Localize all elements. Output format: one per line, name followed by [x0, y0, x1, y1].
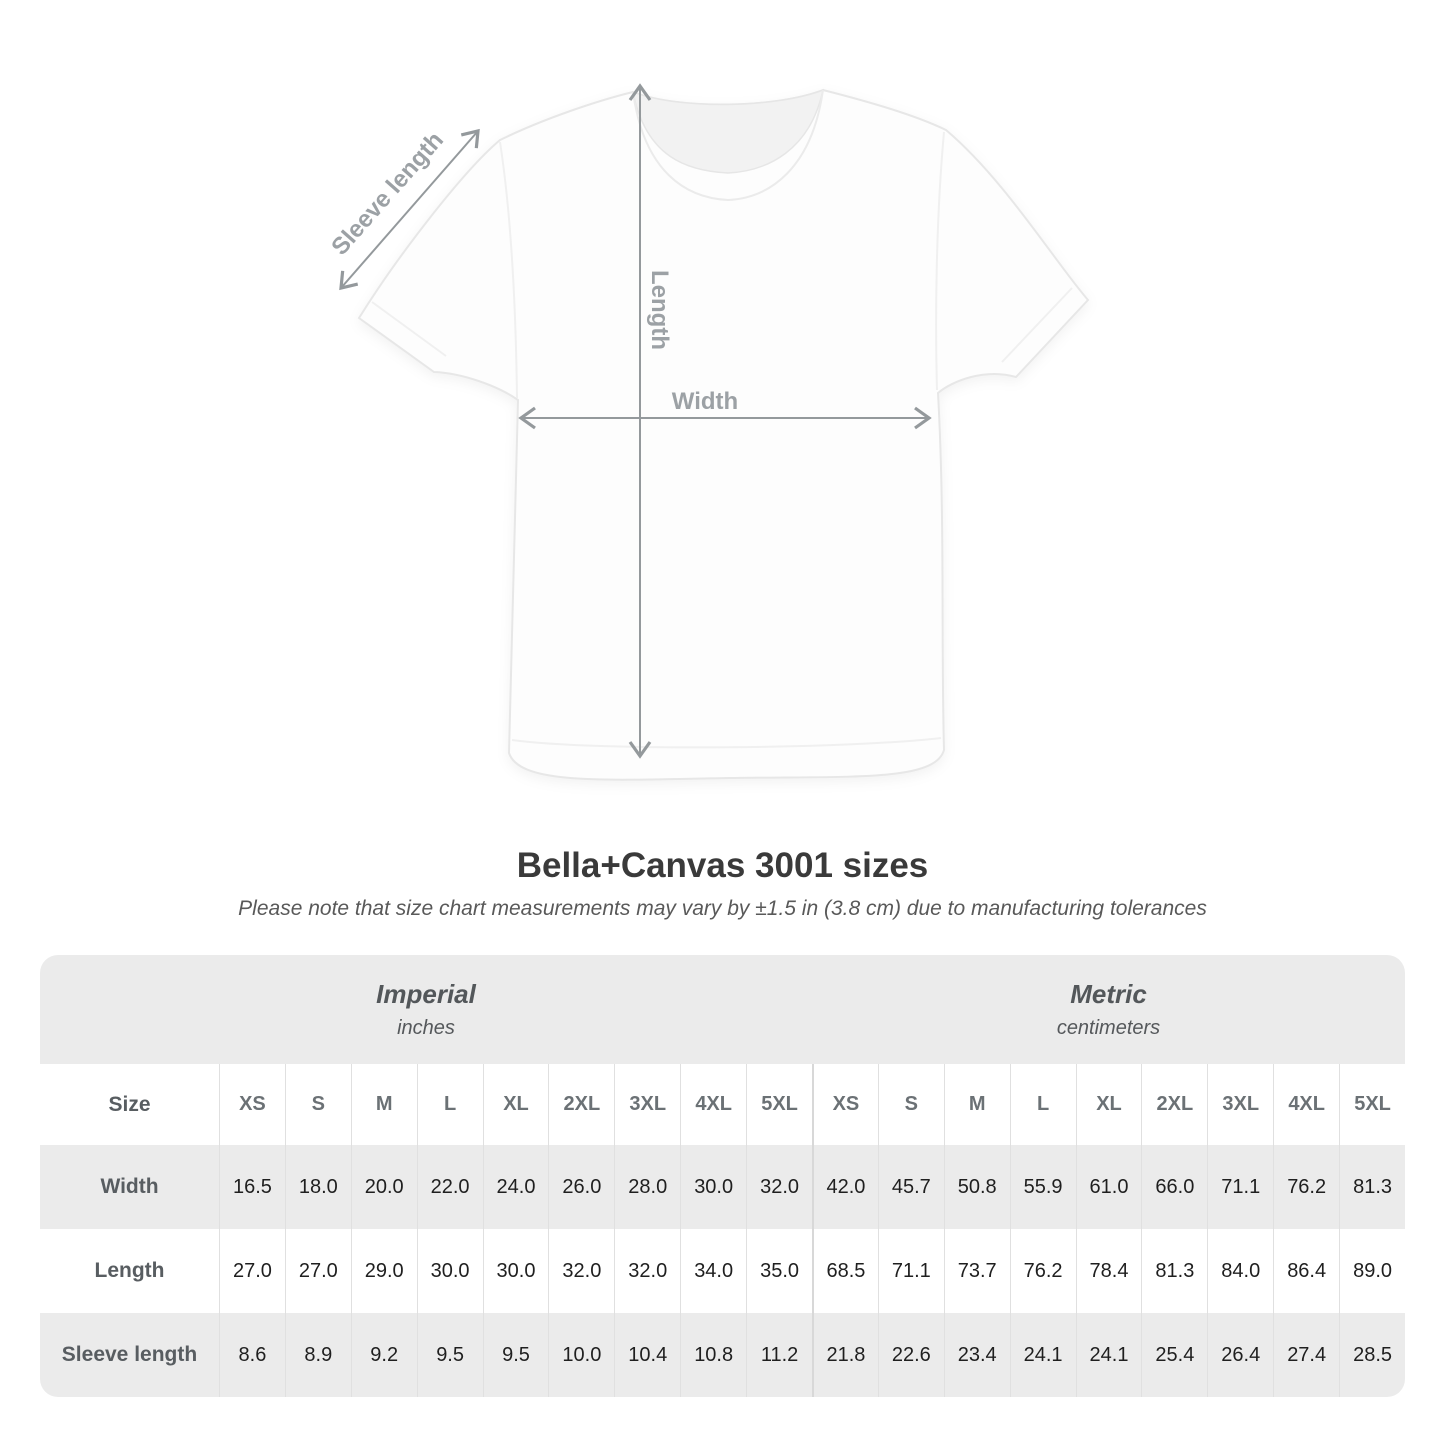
- table-cell: 84.0: [1207, 1229, 1273, 1313]
- size-column-header: XS: [219, 1064, 285, 1145]
- table-cell: 76.2: [1273, 1145, 1339, 1229]
- table-cell: 22.0: [417, 1145, 483, 1229]
- metric-title: Metric: [1070, 979, 1147, 1009]
- table-row: [40, 1229, 1405, 1313]
- imperial-title: Imperial: [376, 979, 476, 1009]
- row-label: Width: [100, 1175, 159, 1198]
- size-header-cell: Size: [108, 1092, 151, 1116]
- table-cell: 11.2: [746, 1313, 812, 1397]
- table-cell: 20.0: [351, 1145, 417, 1229]
- table-cell: 45.7: [878, 1145, 944, 1229]
- unit-group-band: [40, 955, 1405, 1064]
- table-cell: 8.6: [219, 1313, 285, 1397]
- table-cell: 42.0: [812, 1145, 878, 1229]
- table-cell: 61.0: [1076, 1145, 1142, 1229]
- tshirt-shape: [359, 90, 1088, 780]
- size-column-header: 3XL: [1207, 1064, 1273, 1145]
- tolerance-note: Please note that size chart measurements may vary by ±1.5 in (3.8 cm) due to manufacturing tolerances: [238, 897, 1207, 920]
- size-column-header: M: [351, 1064, 417, 1145]
- size-column-header: XL: [1076, 1064, 1142, 1145]
- table-cell: 24.1: [1010, 1313, 1076, 1397]
- row-label: Length: [94, 1259, 165, 1282]
- row-label: Sleeve length: [61, 1343, 198, 1366]
- size-column-header: 2XL: [1141, 1064, 1207, 1145]
- table-cell: 9.5: [483, 1313, 549, 1397]
- table-cell: 73.7: [944, 1229, 1010, 1313]
- table-row: [40, 1145, 1405, 1229]
- table-cell: 24.0: [483, 1145, 549, 1229]
- table-cell: 28.0: [614, 1145, 680, 1229]
- table-cell: 27.4: [1273, 1313, 1339, 1397]
- table-cell: 34.0: [680, 1229, 746, 1313]
- table-cell: 25.4: [1141, 1313, 1207, 1397]
- table-cell: 28.5: [1339, 1313, 1405, 1397]
- unit-group-imperial: [40, 955, 812, 1064]
- table-cell: 50.8: [944, 1145, 1010, 1229]
- table-cell: 32.0: [548, 1229, 614, 1313]
- table-cell: 71.1: [878, 1229, 944, 1313]
- table-cell: 32.0: [614, 1229, 680, 1313]
- table-cell: 27.0: [219, 1229, 285, 1313]
- size-column-header: L: [417, 1064, 483, 1145]
- size-column-header: 2XL: [548, 1064, 614, 1145]
- table-cell: 30.0: [680, 1145, 746, 1229]
- table-cell: 26.0: [548, 1145, 614, 1229]
- table-cell: 23.4: [944, 1313, 1010, 1397]
- table-cell: 10.8: [680, 1313, 746, 1397]
- size-column-header: 4XL: [1273, 1064, 1339, 1145]
- table-cell: 16.5: [219, 1145, 285, 1229]
- table-cell: 68.5: [812, 1229, 878, 1313]
- table-cell: 9.2: [351, 1313, 417, 1397]
- table-cell: 21.8: [812, 1313, 878, 1397]
- table-cell: 89.0: [1339, 1229, 1405, 1313]
- size-column-header: M: [944, 1064, 1010, 1145]
- table-cell: 32.0: [746, 1145, 812, 1229]
- table-row: [40, 1313, 1405, 1397]
- unit-group-metric: [812, 955, 1405, 1064]
- table-cell: 30.0: [483, 1229, 549, 1313]
- table-cell: 18.0: [285, 1145, 351, 1229]
- table-cell: 66.0: [1141, 1145, 1207, 1229]
- size-table: [40, 955, 1405, 1397]
- length-label: Length: [646, 270, 673, 350]
- size-column-header: L: [1010, 1064, 1076, 1145]
- size-column-header: 3XL: [614, 1064, 680, 1145]
- imperial-unit: inches: [397, 1017, 455, 1039]
- width-label: Width: [671, 388, 739, 415]
- page-title: Bella+Canvas 3001 sizes: [516, 846, 929, 885]
- size-header-row: [40, 1064, 1405, 1145]
- table-cell: 55.9: [1010, 1145, 1076, 1229]
- table-cell: 10.0: [548, 1313, 614, 1397]
- size-column-header: S: [878, 1064, 944, 1145]
- table-cell: 78.4: [1076, 1229, 1142, 1313]
- table-cell: 86.4: [1273, 1229, 1339, 1313]
- table-cell: 24.1: [1076, 1313, 1142, 1397]
- table-cell: 30.0: [417, 1229, 483, 1313]
- table-cell: 22.6: [878, 1313, 944, 1397]
- size-table-rows: [40, 1064, 1405, 1397]
- table-cell: 10.4: [614, 1313, 680, 1397]
- table-cell: 35.0: [746, 1229, 812, 1313]
- table-cell: 76.2: [1010, 1229, 1076, 1313]
- size-column-header: XS: [812, 1064, 878, 1145]
- table-cell: 81.3: [1339, 1145, 1405, 1229]
- size-column-header: S: [285, 1064, 351, 1145]
- size-column-header: 4XL: [680, 1064, 746, 1145]
- metric-unit: centimeters: [1056, 1017, 1161, 1039]
- size-column-header: 5XL: [1339, 1064, 1405, 1145]
- table-cell: 9.5: [417, 1313, 483, 1397]
- size-column-header: XL: [483, 1064, 549, 1145]
- table-cell: 29.0: [351, 1229, 417, 1313]
- table-cell: 71.1: [1207, 1145, 1273, 1229]
- table-cell: 26.4: [1207, 1313, 1273, 1397]
- table-cell: 27.0: [285, 1229, 351, 1313]
- table-cell: 8.9: [285, 1313, 351, 1397]
- table-cell: 81.3: [1141, 1229, 1207, 1313]
- sleeve-length-label: Sleeve length: [326, 126, 450, 261]
- size-column-header: 5XL: [746, 1064, 812, 1145]
